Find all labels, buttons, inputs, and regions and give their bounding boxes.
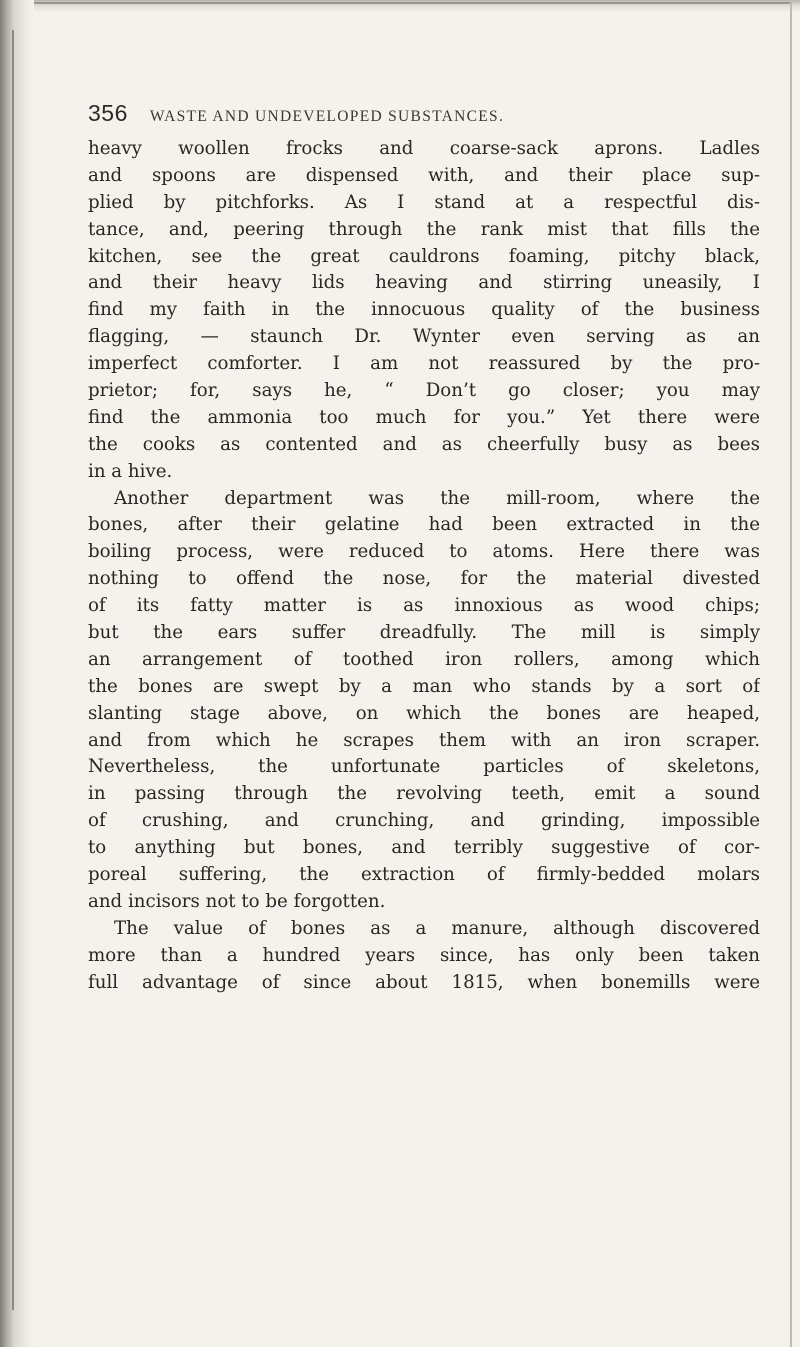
body-text — [88, 136, 760, 997]
text-line: and their heavy lids heaving and stirring uneasily, I — [88, 272, 760, 294]
page-top-rule — [34, 2, 790, 4]
text-line: tance, and, peering through the rank mist that fills the — [88, 218, 760, 240]
text-line: Nevertheless, the unfortunate particles of skeletons, — [88, 756, 760, 778]
page-right-edge — [790, 0, 792, 1347]
text-line: flagging, — staunch Dr. Wynter even serving as an — [88, 326, 760, 348]
paragraph-end-line: and incisors not to be forgotten. — [88, 890, 386, 912]
book-spine-edge — [0, 0, 34, 1347]
text-line: an arrangement of toothed iron rollers, among which — [88, 648, 760, 670]
text-line: of crushing, and crunching, and grinding, impossible — [88, 810, 760, 832]
text-line: boiling process, were reduced to atoms. Here there was — [88, 541, 760, 563]
running-title: WASTE AND UNDEVELOPED SUBSTANCES. — [149, 108, 505, 125]
text-line: plied by pitchforks. As I stand at a respectful dis- — [88, 191, 760, 213]
text-line: find the ammonia too much for you.” Yet there were — [88, 406, 760, 428]
text-line: poreal suffering, the extraction of firmly-bedded molars — [88, 864, 760, 886]
text-line: the cooks as contented and as cheerfully busy as bees — [88, 433, 760, 455]
text-line: heavy woollen frocks and coarse-sack aprons. Ladles — [88, 138, 760, 159]
text-line: imperfect comforter. I am not reassured by the pro- — [88, 353, 760, 375]
book-spine-line — [12, 30, 14, 1310]
running-head — [88, 100, 768, 134]
text-line: the bones are swept by a man who stands by a sort of — [88, 675, 760, 697]
text-line: slanting stage above, on which the bones are heaped, — [88, 702, 760, 724]
paragraph-start-line: Another department was the mill-room, where the — [114, 487, 760, 509]
text-line: but the ears suffer dreadfully. The mill is simply — [88, 622, 760, 644]
paragraph-end-line: in a hive. — [88, 460, 173, 482]
text-line: of its fatty matter is as innoxious as wood chips; — [88, 595, 760, 617]
text-line: more than a hundred years since, has only been taken — [88, 944, 760, 966]
paragraph-start-line: The value of bones as a manure, although discovered — [114, 917, 760, 939]
text-line: full advantage of since about 1815, when bonemills were — [88, 971, 760, 993]
text-line: prietor; for, says he, “ Don’t go closer; you may — [88, 380, 760, 402]
text-line: and from which he scrapes them with an iron scraper. — [88, 729, 760, 751]
text-line: find my faith in the innocuous quality of the business — [88, 299, 760, 321]
text-line: in passing through the revolving teeth, emit a sound — [88, 783, 760, 805]
text-line: nothing to offend the nose, for the material divested — [88, 568, 760, 590]
page-number: 356 — [88, 100, 128, 126]
text-line: and spoons are dispensed with, and their place sup- — [88, 164, 760, 186]
text-line: to anything but bones, and terribly suggestive of cor- — [88, 837, 760, 859]
text-line: bones, after their gelatine had been extracted in the — [88, 514, 760, 536]
text-line: kitchen, see the great cauldrons foaming, pitchy black, — [88, 245, 760, 267]
